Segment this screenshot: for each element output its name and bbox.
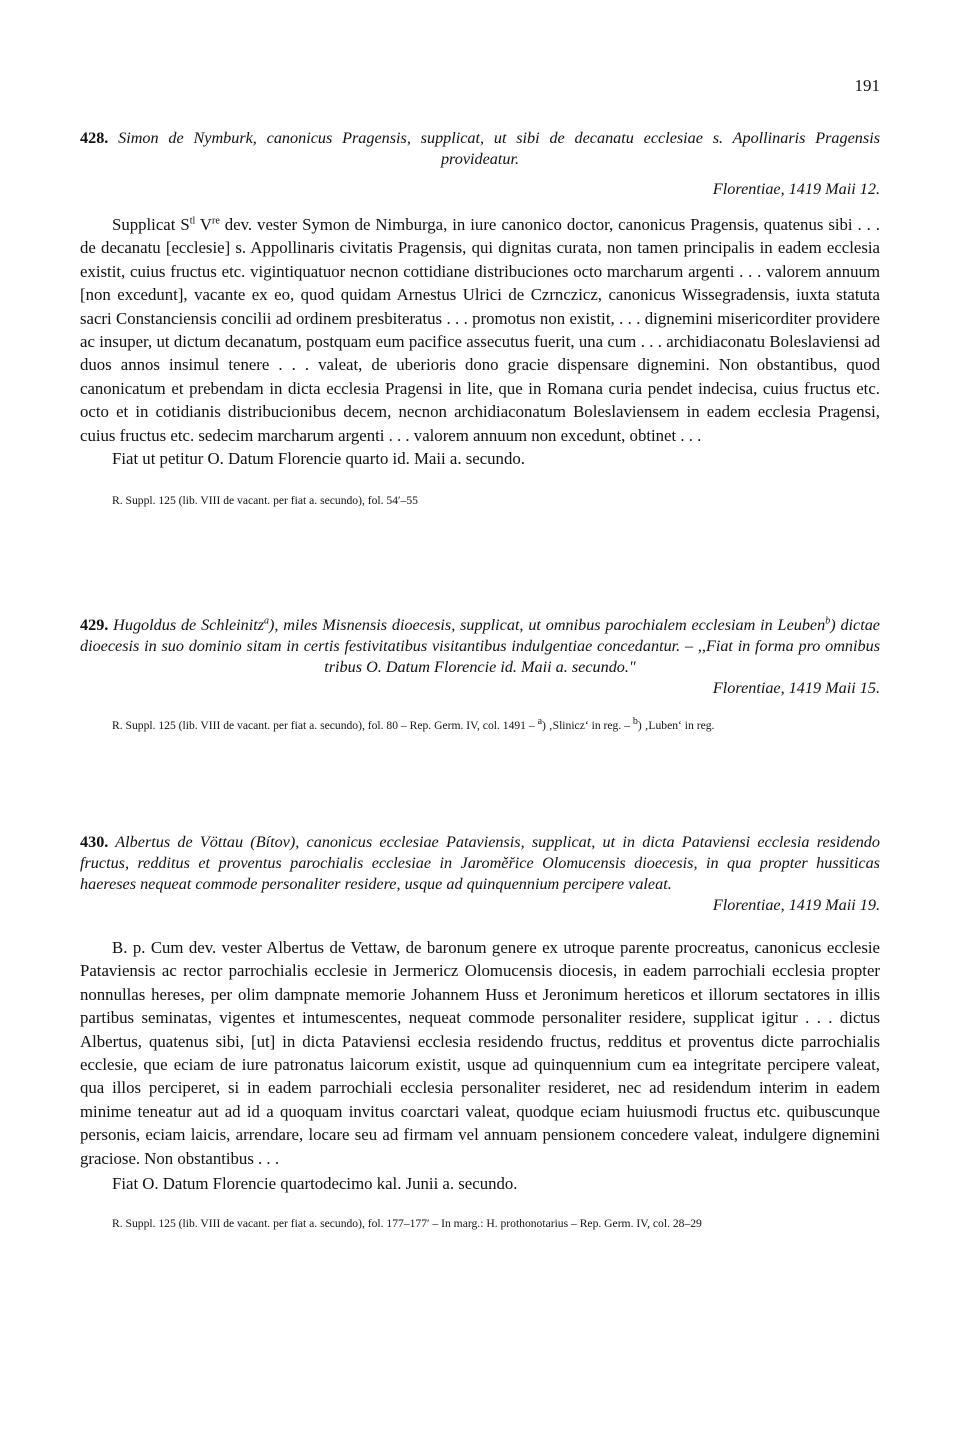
entry-430: [80, 832, 880, 1233]
entry-number: 430.: [80, 833, 109, 851]
entry-summary-a: Hugoldus de Schleinitz: [113, 616, 265, 634]
superscript: re: [212, 215, 220, 227]
entry-heading: [80, 832, 880, 895]
footnote-mark: a: [537, 716, 543, 728]
superscript: tl: [189, 215, 196, 227]
entry-number: 428.: [80, 129, 109, 147]
entry-fiat: Fiat O. Datum Florencie quartodecimo kal. Junii a. secundo.: [112, 1174, 518, 1194]
entry-number: 429.: [80, 616, 109, 634]
entry-summary-c: ) dictae dioecesis in suo dominio sitam in certis festivitatibus visitantibus indulgentiae concedantur. – ,,Fiat in forma pro omnibus tribus O. Datum Florencie id. Maii a. secundo.": [80, 616, 880, 676]
note-text-c: ) ‚Luben‘ in reg.: [637, 719, 715, 732]
entry-date: Florentiae, 1419 Maii 12.: [712, 180, 880, 198]
entry-note: R. Suppl. 125 (lib. VIII de vacant. per fiat a. secundo), fol. 177–177′ – In marg.: H. prothonotarius – Rep. Germ. IV, col. 28–29: [112, 1217, 702, 1231]
note-text-b: ) ‚Slinicz‘ in reg. –: [542, 719, 633, 732]
entry-429: [80, 615, 880, 735]
body-text-rest: dev. vester Symon de Nimburga, in iure canonico doctor, canonicus Pragensis, quatenus sibi . . . de decanatu [ecclesie] s. Appollinaris civitatis Pragensis, qui dignitas curata, non tamen principalis in eadem ecclesia existit, cuius fructus etc. vigintiquatuor necnon cottidiane distribuciones octo marcharum argenti . . . valorem annuum [non excedunt], vacante ex eo, quod quidam Arnestus Ulrici de Czrnczicz, canonicus Wissegradensis, iuxta statuta sacri Constanciensis concilii ad ordinem presbiteratus . . . promotus non existit, . . . dignemini misericorditer providere ac insuper, ut dictum decanatum, postquam eum pacifice assecutus fuerit, una cum . . . archidiaconatu Boleslaviensi ad duos annos insimul tenere . . . valeat, de uberioris dono gracie dispensare dignemini. Non obstantibus, quod canonicatum et prebendam in dicta ecclesia Pragensi in lite, que in Romana curia pendet indecisa, cuius fructus etc. octo et in cotidianis distribucionibus decem, necnon archidiaconatum Boleslaviensem in eadem ecclesia Pragensi, cuius fructus etc. sedecim marcharum argenti . . . valorem annuum non excedunt, obtinet . . .: [80, 215, 881, 445]
footnote-mark: a: [264, 615, 270, 627]
entry-date: Florentiae, 1419 Maii 15.: [712, 679, 880, 697]
entry-summary-b: ), miles Misnensis dioecesis, supplicat, ut omnibus parochialem ecclesiam in Leuben: [269, 616, 826, 634]
footnote-mark: b: [632, 716, 638, 728]
entry-note: R. Suppl. 125 (lib. VIII de vacant. per fiat a. secundo), fol. 54′–55: [112, 494, 418, 508]
entry-body: B. p. Cum dev. vester Albertus de Vettaw, de baronum genere ex utroque parente procreatus, canonicus ecclesie Pataviensis ac rector parrochialis ecclesie in Jermericz Olomucensis diocesis, in eadem parrochiali ecclesia propter nonnullas hereses, per olim dampnate memorie Johannem Huss et Jeronimum hereticos et illorum sectatores in illis partibus seminatas, vigentes et intumescentes, nequeat commode personaliter residere, supplicat igitur . . . dictus Albertus, quatenus sibi, [ut] in dicta Pataviensi ecclesia residendo fructus, redditus et proventus dicte parrochialis ecclesie, que eciam de iure patronatus laicorum existit, usque ad quinquennium cum ea integritate percipere valeat, qua illos perciperet, si in eadem parrochiali ecclesia personaliter resideret, nec ad residendum interim in eadem minime teneatur aut ad id a quoquam invitus coarctari valeat, quodque eciam huiusmodi fructus etc. quibuscunque personis, eciam laicis, arrendare, locare seu ad firmam vel annuam pensionem concedere valeat, indulgere dignemini graciose. Non obstantibus . . .: [80, 938, 880, 1168]
entry-fiat: Fiat ut petitur O. Datum Florencie quarto id. Maii a. secundo.: [112, 449, 525, 469]
page-number: 191: [854, 76, 880, 95]
entry-body: [80, 213, 880, 447]
note-text-a: R. Suppl. 125 (lib. VIII de vacant. per fiat a. secundo), fol. 80 – Rep. Germ. IV, col. 1491 –: [112, 719, 538, 732]
entry-date: Florentiae, 1419 Maii 19.: [712, 896, 880, 914]
body-text-mid: V: [195, 215, 213, 234]
entry-heading: [80, 128, 880, 170]
entry-428: [80, 128, 880, 510]
entry-note: [80, 717, 880, 735]
entry-summary: Albertus de Vöttau (Bítov), canonicus ecclesiae Pataviensis, supplicat, ut in dicta Pataviensi ecclesia residendo fructus, redditus et proventus parochialis ecclesiae in Jaroměřice Olomucensis dioecesis, in qua propter hussiticas haereses nequeat commode personaliter residere, usque ad quinquennium percipere valeat.: [80, 833, 880, 893]
footnote-mark: b: [825, 615, 831, 627]
entry-summary: Simon de Nymburk, canonicus Pragensis, supplicat, ut sibi de decanatu ecclesiae s. Apollinaris Pragensis provideatur.: [118, 129, 880, 168]
body-text-start: Supplicat S: [112, 215, 190, 234]
entry-heading: [80, 615, 880, 678]
